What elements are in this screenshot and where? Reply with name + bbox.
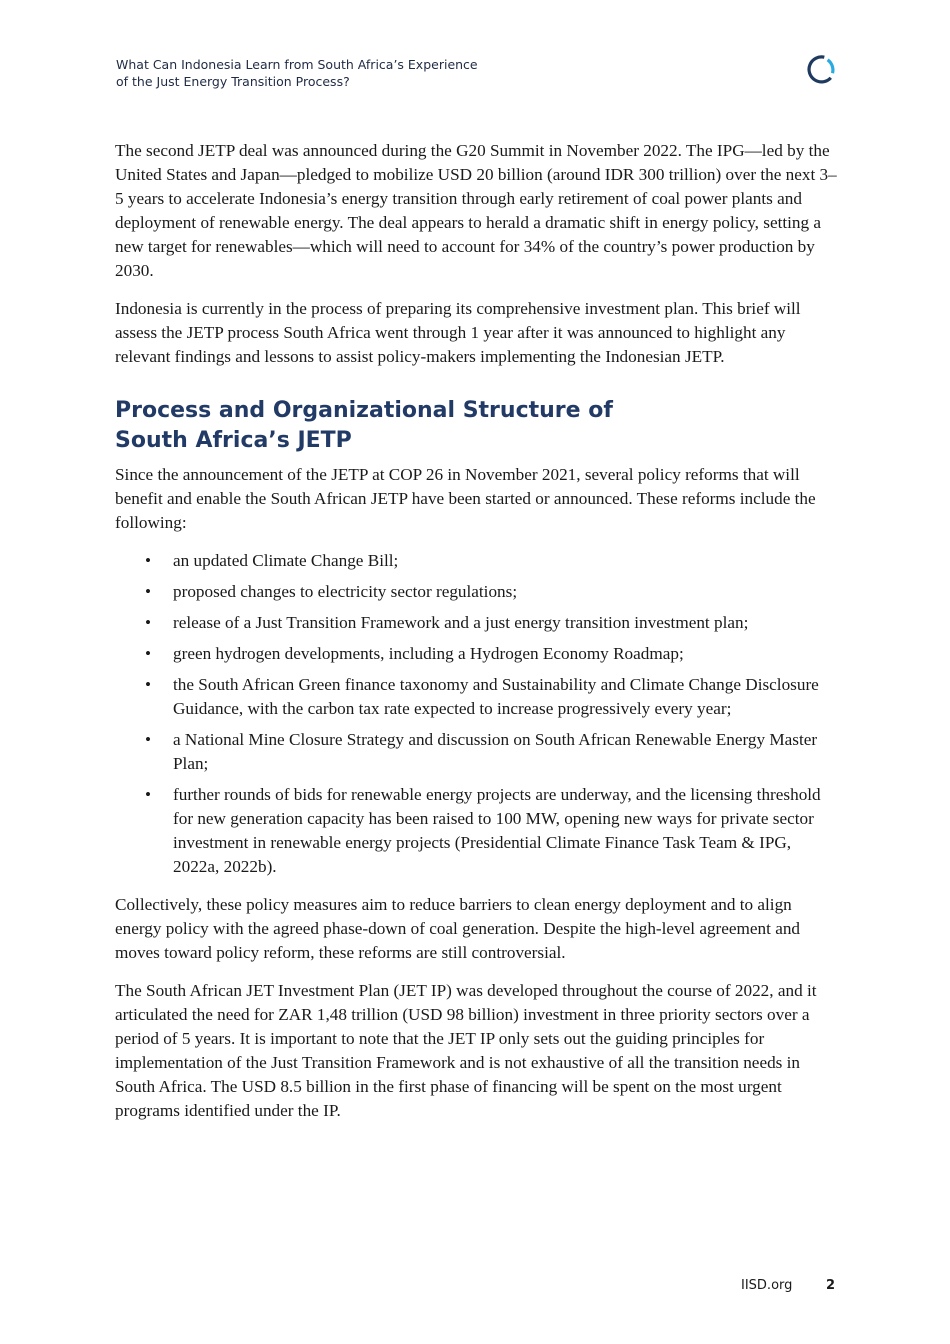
closing-paragraph-2: The South African JET Investment Plan (JET IP) was developed throughout the course of 2022, and it articulated the need for ZAR 1,48 trillion (USD 98 billion) investment in three priority sectors over a period of 5 years. It is important to note that the JET IP only sets out the guiding principles for implementation of the Just Transition Framework and is not exhaustive of all the transition needs in South Africa. The USD 8.5 billion in the first phase of financing will be spent on the most urgent programs identified under the IP. — [115, 981, 817, 1120]
section-heading-line-1: Process and Organizational Structure of — [115, 398, 613, 423]
section-heading-line-2: South Africa’s JETP — [115, 427, 352, 453]
list-item: • the South African Green finance taxonomy and Sustainability and Climate Change Disclosure Guidance, with the carbon tax rate expected to increase progressively every year; — [115, 673, 837, 721]
page-content — [115, 139, 837, 1137]
intro-paragraph-1: The second JETP deal was announced during the G20 Summit in November 2022. The IPG—led by the United States and Japan—pledged to mobilize USD 20 billion (around IDR 300 trillion) over the next 3–5 years to accelerate Indonesia’s energy transition through early retirement of coal power plants and deployment of renewable energy. The deal appears to herald a dramatic shift in energy policy, setting a new target for renewables—which will need to account for 34% of the country’s power production by 2030. — [115, 141, 837, 280]
closing-paragraph-1: Collectively, these policy measures aim to reduce barriers to clean energy deployment and to align energy policy with the agreed phase-down of coal generation. Despite the high-level agreement and moves toward policy reform, these reforms are still controversial. — [115, 895, 801, 962]
running-header — [116, 56, 636, 90]
list-item: • release of a Just Transition Framework and a just energy transition investment plan; — [115, 611, 837, 635]
list-item: • green hydrogen developments, including a Hydrogen Economy Roadmap; — [115, 642, 837, 666]
running-header-line-1: What Can Indonesia Learn from South Africa’s Experience — [116, 57, 478, 72]
section-intro-paragraph: Since the announcement of the JETP at COP 26 in November 2021, several policy reforms that will benefit and enable the South African JETP have been started or announced. These reforms include the following: — [115, 465, 816, 532]
logo-arc-light — [828, 60, 833, 73]
running-header-line-2: of the Just Energy Transition Process? — [116, 74, 350, 89]
iisd-logo-icon — [804, 53, 836, 85]
footer-site-link[interactable]: IISD.org — [741, 1278, 793, 1293]
list-item: • further rounds of bids for renewable energy projects are underway, and the licensing threshold for new generation capacity has been raised to 100 MW, opening new ways for private sector investment in renewable energy projects (Presidential Climate Finance Task Team & IPG, 2022a, 2022b). — [115, 783, 837, 879]
reforms-list — [115, 549, 837, 879]
intro-paragraph-2: Indonesia is currently in the process of preparing its comprehensive investment plan. This brief will assess the JETP process South Africa went through 1 year after it was announced to highlight any relevant findings and lessons to assist policy-makers implementing the Indonesian JETP. — [115, 299, 801, 366]
page-number: 2 — [826, 1278, 836, 1293]
list-item: • proposed changes to electricity sector regulations; — [115, 580, 837, 604]
list-item: • a National Mine Closure Strategy and discussion on South African Renewable Energy Master Plan; — [115, 728, 837, 776]
list-item: • an updated Climate Change Bill; — [115, 549, 837, 573]
section-heading — [115, 396, 675, 455]
